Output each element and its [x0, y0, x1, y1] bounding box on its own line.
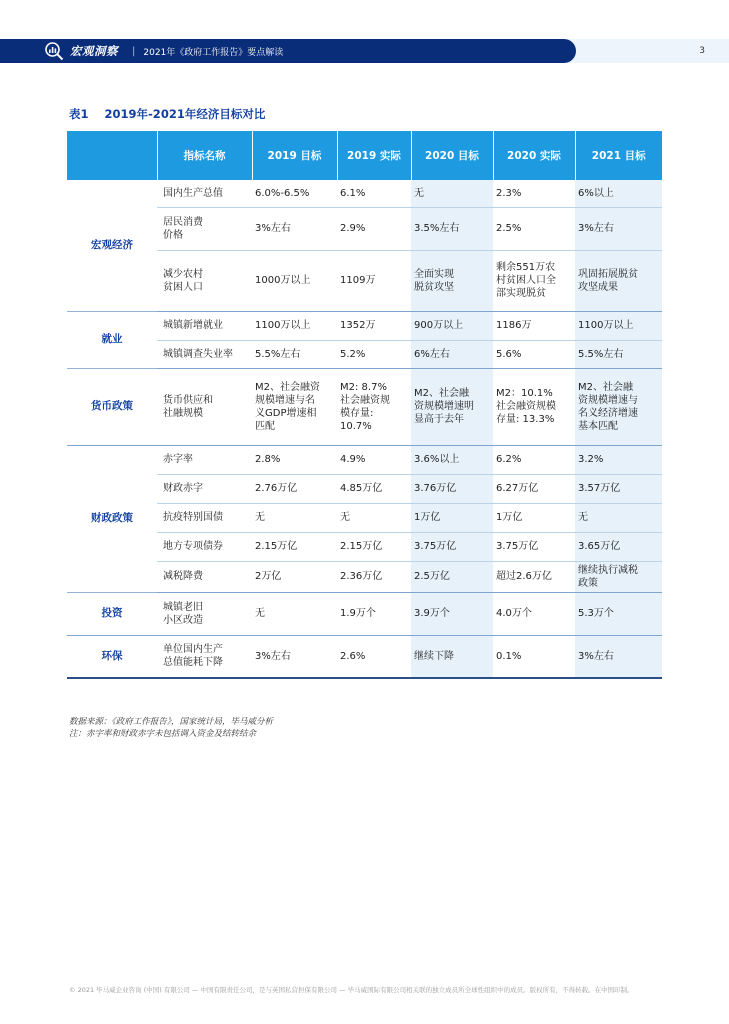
- category-cell: 货币政策: [67, 368, 157, 445]
- copyright-footer: © 2021 毕马威企业咨询 (中国) 有限公司 — 中国有限责任公司，是与英国私营担保有限公司 — 毕马威国际有限公司相关联的独立成员所全球性组织中的成员。版权所有，不得转载。在中国印制。: [69, 986, 634, 994]
- value-cell: 无: [337, 503, 411, 532]
- value-cell: 3.2%: [575, 445, 662, 474]
- magnifier-chart-icon: [44, 41, 64, 61]
- value-cell: 1109万: [337, 250, 411, 311]
- value-cell: 5.6%: [493, 340, 575, 368]
- value-cell: 1352万: [337, 311, 411, 340]
- value-cell: M2、社会融 资规模增速明 显高于去年: [411, 368, 493, 445]
- table-header-row: [67, 131, 662, 180]
- column-header: 2019 目标: [252, 131, 337, 180]
- value-cell: 3.76万亿: [411, 474, 493, 503]
- value-cell: 4.0万个: [493, 592, 575, 635]
- value-cell: 1100万以上: [252, 311, 337, 340]
- value-cell: 3%左右: [575, 635, 662, 678]
- value-cell: 5.3万个: [575, 592, 662, 635]
- table-row: [67, 474, 662, 503]
- category-cell: 宏观经济: [67, 180, 157, 311]
- page-header: [0, 39, 729, 63]
- indicator-name-cell: 国内生产总值: [157, 180, 252, 207]
- value-cell: 5.2%: [337, 340, 411, 368]
- category-cell: 环保: [67, 635, 157, 678]
- value-cell: M2、社会融资 规模增速与名 义GDP增速相 匹配: [252, 368, 337, 445]
- indicator-name-cell: 城镇调查失业率: [157, 340, 252, 368]
- column-header: 2020 目标: [411, 131, 493, 180]
- value-cell: 3.75万亿: [493, 532, 575, 561]
- table-row: [67, 311, 662, 340]
- value-cell: 1000万以上: [252, 250, 337, 311]
- value-cell: 1186万: [493, 311, 575, 340]
- value-cell: 6.0%-6.5%: [252, 180, 337, 207]
- value-cell: M2: 8.7% 社会融资规 模存量: 10.7%: [337, 368, 411, 445]
- header-title: 2021年《政府工作报告》要点解读: [143, 47, 284, 58]
- value-cell: 0.1%: [493, 635, 575, 678]
- indicator-name-cell: 居民消费 价格: [157, 207, 252, 250]
- indicator-name-cell: 抗疫特别国债: [157, 503, 252, 532]
- table-row: [67, 592, 662, 635]
- table-body: [67, 180, 662, 678]
- indicator-name-cell: 财政赤字: [157, 474, 252, 503]
- value-cell: 4.85万亿: [337, 474, 411, 503]
- value-cell: 6.1%: [337, 180, 411, 207]
- value-cell: 无: [575, 503, 662, 532]
- value-cell: 6.2%: [493, 445, 575, 474]
- value-cell: 1.9万个: [337, 592, 411, 635]
- indicator-name-cell: 减税降费: [157, 561, 252, 592]
- indicator-name-cell: 单位国内生产 总值能耗下降: [157, 635, 252, 678]
- table-row: [67, 503, 662, 532]
- table-row: [67, 250, 662, 311]
- category-cell: 就业: [67, 311, 157, 368]
- value-cell: 超过2.6万亿: [493, 561, 575, 592]
- value-cell: 2.9%: [337, 207, 411, 250]
- indicator-name-cell: 减少农村 贫困人口: [157, 250, 252, 311]
- value-cell: 2.3%: [493, 180, 575, 207]
- value-cell: 3.65万亿: [575, 532, 662, 561]
- value-cell: 3.9万个: [411, 592, 493, 635]
- table-row: [67, 561, 662, 592]
- value-cell: 4.9%: [337, 445, 411, 474]
- page-number: 3: [699, 46, 705, 56]
- indicator-name-cell: 地方专项债券: [157, 532, 252, 561]
- value-cell: 继续下降: [411, 635, 493, 678]
- value-cell: 2.15万亿: [252, 532, 337, 561]
- table-row: [67, 180, 662, 207]
- header-separator: |: [132, 45, 136, 57]
- value-cell: 2.5%: [493, 207, 575, 250]
- value-cell: 3.57万亿: [575, 474, 662, 503]
- column-header: 指标名称: [157, 131, 252, 180]
- table-row: [67, 207, 662, 250]
- value-cell: 2.8%: [252, 445, 337, 474]
- indicator-name-cell: 城镇新增就业: [157, 311, 252, 340]
- value-cell: 5.5%左右: [575, 340, 662, 368]
- indicator-name-cell: 赤字率: [157, 445, 252, 474]
- table-title: 2019年-2021年经济目标对比: [104, 107, 266, 121]
- value-cell: 5.5%左右: [252, 340, 337, 368]
- category-cell: 投资: [67, 592, 157, 635]
- value-cell: 6%左右: [411, 340, 493, 368]
- table-row: [67, 635, 662, 678]
- value-cell: 2.76万亿: [252, 474, 337, 503]
- value-cell: M2：10.1% 社会融资规模 存量: 13.3%: [493, 368, 575, 445]
- value-cell: 1万亿: [493, 503, 575, 532]
- value-cell: 无: [411, 180, 493, 207]
- value-cell: 6%以上: [575, 180, 662, 207]
- value-cell: 2.36万亿: [337, 561, 411, 592]
- value-cell: 无: [252, 503, 337, 532]
- category-cell: 财政政策: [67, 445, 157, 592]
- value-cell: 3%左右: [252, 635, 337, 678]
- value-cell: 3.75万亿: [411, 532, 493, 561]
- value-cell: M2、社会融 资规模增速与 名义经济增速 基本匹配: [575, 368, 662, 445]
- column-header: 2019 实际: [337, 131, 411, 180]
- value-cell: 2万亿: [252, 561, 337, 592]
- header-brand: 宏观洞察: [70, 44, 118, 58]
- economic-targets-table: [67, 131, 662, 679]
- table-row: [67, 445, 662, 474]
- value-cell: 继续执行减税 政策: [575, 561, 662, 592]
- header-band: [0, 39, 576, 63]
- notes: [69, 716, 273, 740]
- table-row: [67, 532, 662, 561]
- column-header: [67, 131, 157, 180]
- value-cell: 3.5%左右: [411, 207, 493, 250]
- indicator-name-cell: 城镇老旧 小区改造: [157, 592, 252, 635]
- value-cell: 巩固拓展脱贫 攻坚成果: [575, 250, 662, 311]
- value-cell: 全面实现 脱贫攻坚: [411, 250, 493, 311]
- value-cell: 2.5万亿: [411, 561, 493, 592]
- value-cell: 剩余551万农 村贫困人口全 部实现脱贫: [493, 250, 575, 311]
- value-cell: 2.6%: [337, 635, 411, 678]
- value-cell: 6.27万亿: [493, 474, 575, 503]
- value-cell: 1100万以上: [575, 311, 662, 340]
- value-cell: 1万亿: [411, 503, 493, 532]
- table-number: 表1: [69, 107, 89, 121]
- table-caption: [69, 106, 265, 122]
- column-header: 2020 实际: [493, 131, 575, 180]
- value-cell: 2.15万亿: [337, 532, 411, 561]
- value-cell: 3%左右: [575, 207, 662, 250]
- column-header: 2021 目标: [575, 131, 662, 180]
- table-row: [67, 368, 662, 445]
- source-note: 数据来源：《政府工作报告》，国家统计局，毕马威分析: [69, 717, 274, 727]
- indicator-name-cell: 货币供应和 社融规模: [157, 368, 252, 445]
- footnote: 注：赤字率和财政赤字未包括调入资金及结转结余: [69, 729, 257, 739]
- table-row: [67, 340, 662, 368]
- value-cell: 900万以上: [411, 311, 493, 340]
- value-cell: 无: [252, 592, 337, 635]
- value-cell: 3.6%以上: [411, 445, 493, 474]
- value-cell: 3%左右: [252, 207, 337, 250]
